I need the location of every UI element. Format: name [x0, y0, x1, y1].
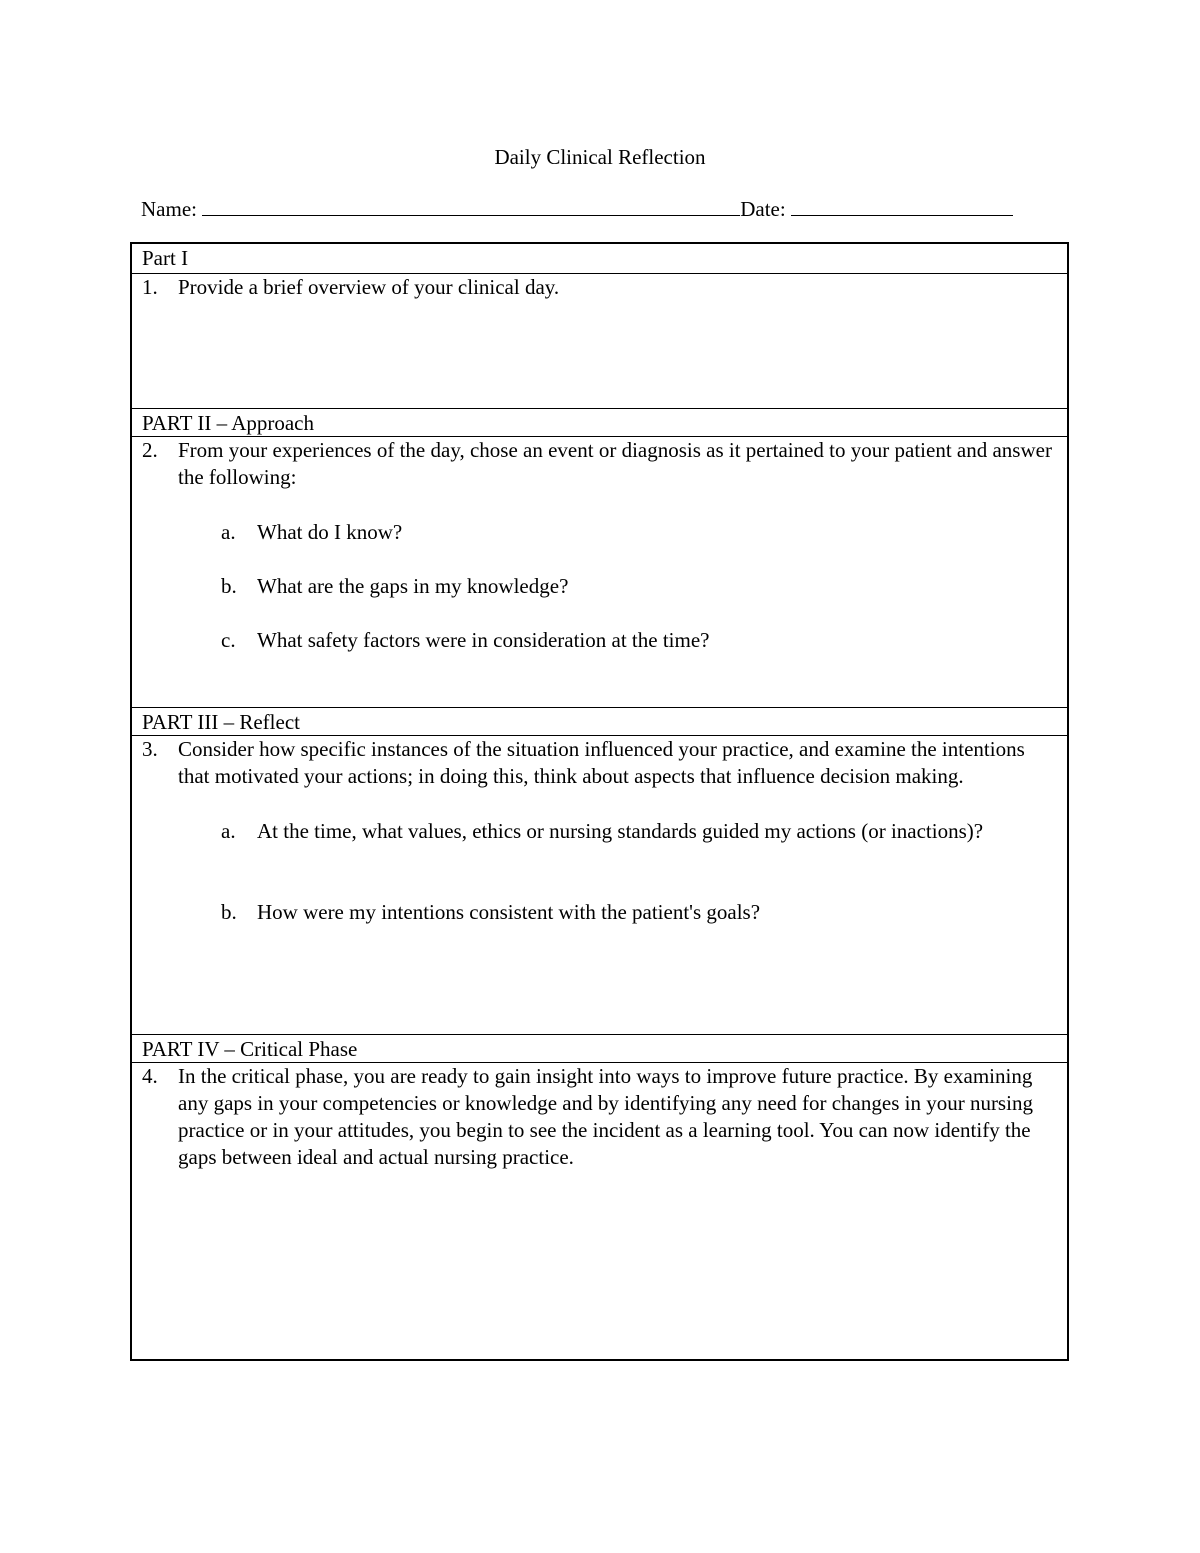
question-3-number: 3.: [142, 737, 158, 761]
question-2b-letter: b.: [221, 574, 237, 598]
question-3b-letter: b.: [221, 900, 237, 924]
question-1-number: 1.: [142, 275, 158, 299]
name-field[interactable]: [202, 194, 740, 216]
part2-answer-area[interactable]: [132, 437, 1067, 707]
question-3-text: Consider how specific instances of the situation influenced your practice, and examine the intentions that motivated your actions; in doing this, think about aspects that influence decision making.: [178, 737, 1025, 788]
question-2a-letter: a.: [221, 520, 236, 544]
question-3a: [221, 818, 1007, 845]
date-label: Date:: [740, 197, 791, 221]
question-1-text: Provide a brief overview of your clinical day.: [178, 275, 560, 299]
question-2b-text: What are the gaps in my knowledge?: [257, 574, 569, 598]
question-4-text: In the critical phase, you are ready to gain insight into ways to improve future practice. By examining any gaps in your competencies or knowledge and by identifying any need for changes in your nursing practice or in your attitudes, you begin to see the incident as a learning tool. You can now identify the gaps between ideal and actual nursing practice.: [178, 1064, 1033, 1169]
page-title: Daily Clinical Reflection: [494, 145, 706, 169]
question-2a-text: What do I know?: [257, 520, 403, 544]
question-4: [142, 1063, 1057, 1171]
question-2c: [221, 627, 1007, 654]
part2-heading: PART II – Approach: [132, 408, 1067, 437]
question-2-number: 2.: [142, 438, 158, 462]
question-2a: [221, 519, 1007, 546]
question-3b-text: How were my intentions consistent with the patient's goals?: [257, 900, 761, 924]
question-2c-letter: c.: [221, 628, 236, 652]
question-3: [142, 736, 1057, 790]
part3-heading: PART III – Reflect: [132, 707, 1067, 736]
name-label: Name:: [141, 197, 203, 221]
part4-answer-area[interactable]: [132, 1063, 1067, 1359]
part3-answer-area[interactable]: [132, 736, 1067, 1034]
date-field[interactable]: [791, 194, 1013, 216]
question-2-text: From your experiences of the day, chose an event or diagnosis as it pertained to your patient and answer the following:: [178, 438, 1052, 489]
question-2: [142, 437, 1057, 491]
part4-heading: PART IV – Critical Phase: [132, 1034, 1067, 1063]
question-3a-letter: a.: [221, 819, 236, 843]
question-4-number: 4.: [142, 1064, 158, 1088]
question-2b: [221, 573, 1007, 600]
question-1: [142, 274, 1057, 301]
question-2c-text: What safety factors were in consideration at the time?: [257, 628, 710, 652]
question-3a-text: At the time, what values, ethics or nursing standards guided my actions (or inactions)?: [257, 819, 984, 843]
part1-answer-area[interactable]: [132, 274, 1067, 409]
reflection-form-table: [130, 242, 1069, 1361]
question-3b: [221, 899, 1007, 926]
header-fields: [141, 194, 1041, 222]
part1-heading: Part I: [132, 244, 1067, 274]
